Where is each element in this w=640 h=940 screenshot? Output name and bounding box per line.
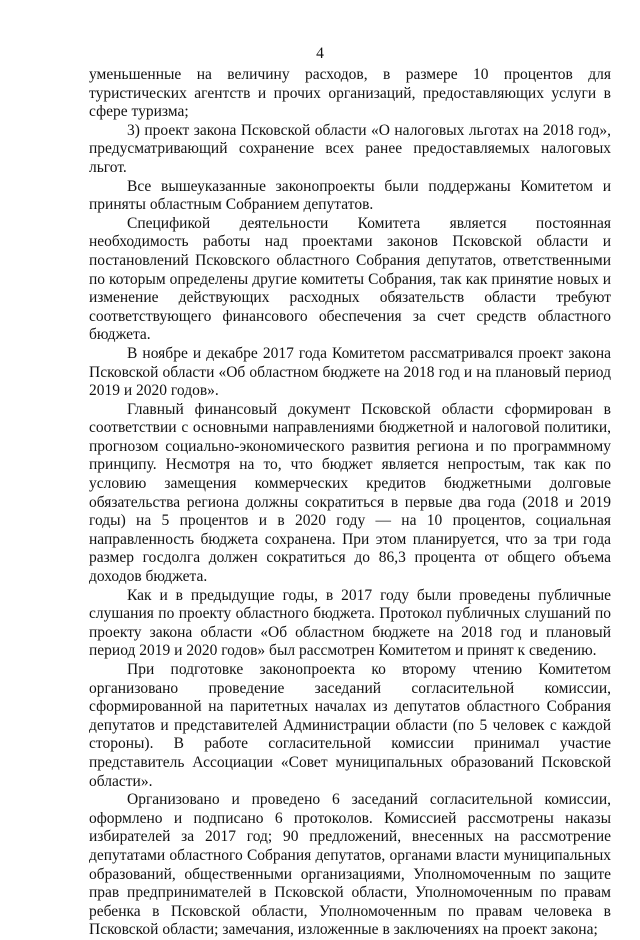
paragraph-laws-supported: Все вышеуказанные законопроекты были поддержаны Комитетом и приняты областным Собранием депутатов.: [89, 177, 611, 214]
paragraph-continuation: уменьшенные на величину расходов, в размере 10 процентов для туристических агентств и прочих организаций, предоставляющих услуги в сфере туризма;: [89, 66, 611, 121]
page-number: 4: [316, 45, 324, 62]
paragraph-committee-specifics: Спецификой деятельности Комитета является постоянная необходимость работы над проектами законов Псковской области и постановлений Псковского областного Собрания депутатов, ответственными по которым определены другие комитеты Собрания, так как принятие новых и изменение действующих расходных обязательств области требуют соответствующего финансового обеспечения за счет средств областного бюджета.: [89, 214, 611, 344]
paragraph-budget-draft: В ноябре и декабре 2017 года Комитетом рассматривался проект закона Псковской области «Об областном бюджете на 2018 год и на плановый период 2019 и 2020 годов».: [89, 344, 611, 400]
paragraph-list-item-3: 3) проект закона Псковской области «О налоговых льготах на 2018 год», предусматривающий сохранение всех ранее предоставляемых налоговых льгот.: [89, 121, 611, 176]
paragraph-conciliation-commission: При подготовке законопроекта ко второму чтению Комитетом организовано проведение заседаний согласительной комиссии, сформированной на паритетных началах из депутатов областного Собрания депутатов и представителей Администрации области (по 5 человек с каждой стороны). В работе согласительной комиссии принимал участие представитель Ассоциации «Совет муниципальных образований Псковской области».: [89, 661, 611, 790]
paragraph-public-hearings: Как и в предыдущие годы, в 2017 году были проведены публичные слушания по проекту областного бюджета. Протокол публичных слушаний по проекту закона области «Об областном бюджете на 2018 год и плановый период 2019 и 2020 годов» был рассмотрен Комитетом и принят к сведению.: [89, 586, 611, 660]
paragraph-main-financial-document: Главный финансовый документ Псковской области сформирован в соответствии с основными направлениями бюджетной и налоговой политики, прогнозом социально-экономического развития региона и по программному принципу. Несмотря на то, что бюджет является непростым, так как по условию замещения коммерческих кредитов бюджетными долговые обязательства региона должны сократиться в первые два года (2018 и 2019 годы) на 5 процентов и в 2020 году — на 10 процентов, социальная направленность бюджета сохранена. При этом планируется, что за три года размер госдолга должен сократиться до 86,3 процента от общего объема доходов бюджета.: [89, 400, 611, 586]
paragraph-commission-meetings: Организовано и проведено 6 заседаний согласительной комиссии, оформлено и подписано 6 протоколов. Комиссией рассмотрены наказы избирателей за 2017 год; 90 предложений, внесенных на рассмотрение депутатами областного Собрания депутатов, органами власти муниципальных образований, общественными организациями, Уполномоченным по защите прав предпринимателей в Псковской области, Уполномоченным по правам ребенка в Псковской области, Уполномоченным по правам человека в Псковской области; замечания, изложенные в заключениях на проект закона;: [89, 791, 611, 939]
document-body: [89, 66, 611, 940]
